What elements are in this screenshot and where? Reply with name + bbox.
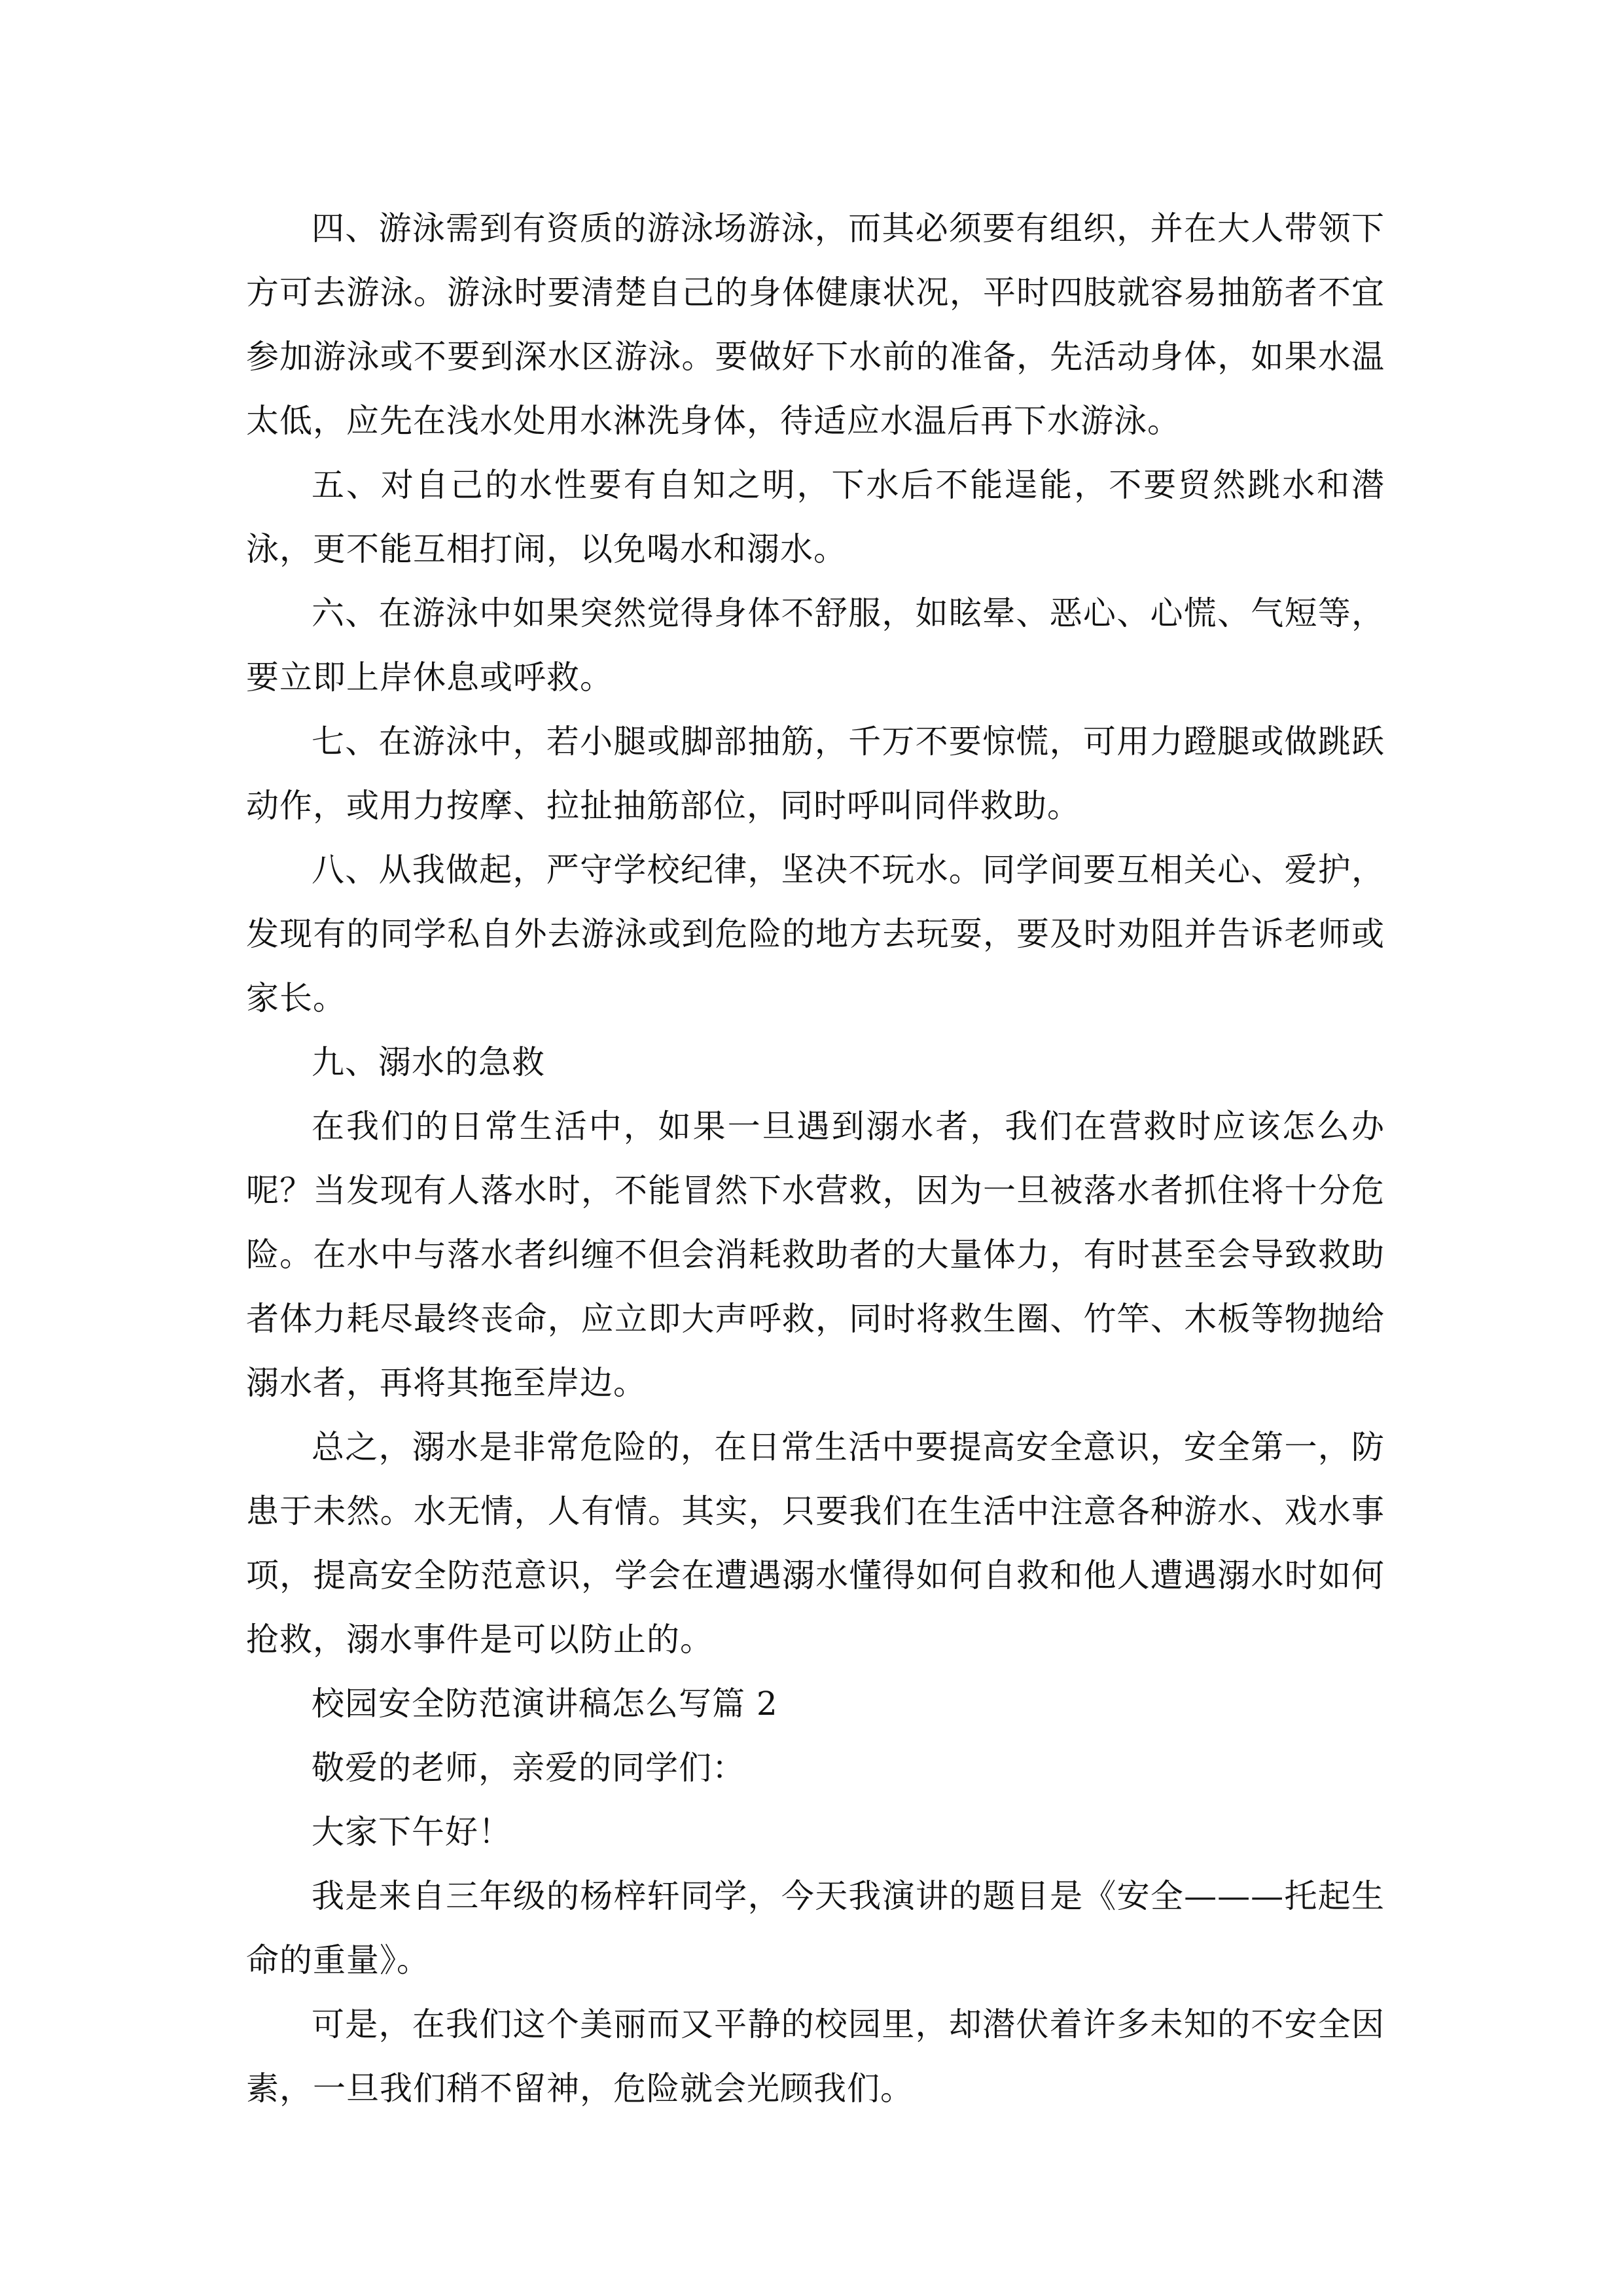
paragraph-rule-5: 五、对自己的水性要有自知之明，下水后不能逞能，不要贸然跳水和潜泳，更不能互相打闹，以免喝水和溺水。 <box>246 466 1385 568</box>
document-body <box>246 196 1385 2121</box>
paragraph-intro: 我是来自三年级的杨梓轩同学，今天我演讲的题目是《安全———托起生命的重量》。 <box>246 1877 1385 1979</box>
paragraph-rule-7: 七、在游泳中，若小腿或脚部抽筋，千万不要惊慌，可用力蹬腿或做跳跃动作，或用力按摩、拉扯抽筋部位，同时呼叫同伴救助。 <box>246 723 1385 825</box>
salutation: 敬爱的老师，亲爱的同学们： <box>312 1749 745 1787</box>
greeting: 大家下午好！ <box>312 1813 512 1851</box>
section-title: 校园安全防范演讲稿怎么写篇 2 <box>312 1685 778 1723</box>
paragraph-rule-8: 八、从我做起，严守学校纪律，坚决不玩水。同学间要互相关心、爱护，发现有的同学私自外去游泳或到危险的地方去玩耍，要及时劝阻并告诉老师或家长。 <box>246 851 1385 1017</box>
paragraph-rule-9-heading: 九、溺水的急救 <box>312 1043 545 1081</box>
paragraph-rule-4: 四、游泳需到有资质的游泳场游泳，而其必须要有组织，并在大人带领下方可去游泳。游泳时要清楚自己的身体健康状况，平时四肢就容易抽筋者不宜参加游泳或不要到深水区游泳。要做好下水前的准备，先活动身体，如果水温太低，应先在浅水处用水淋洗身体，待适应水温后再下水游泳。 <box>246 209 1385 440</box>
paragraph-rescue: 在我们的日常生活中，如果一旦遇到溺水者，我们在营救时应该怎么办呢？当发现有人落水时，不能冒然下水营救，因为一旦被落水者抓住将十分危险。在水中与落水者纠缠不但会消耗救助者的大量体力，有时甚至会导致救助者体力耗尽最终丧命，应立即大声呼救，同时将救生圈、竹竿、木板等物抛给溺水者，再将其拖至岸边。 <box>246 1107 1385 1402</box>
paragraph-rule-6: 六、在游泳中如果突然觉得身体不舒服，如眩晕、恶心、心慌、气短等，要立即上岸休息或呼救。 <box>246 594 1385 696</box>
paragraph-campus-risk: 可是，在我们这个美丽而又平静的校园里，却潜伏着许多未知的不安全因素，一旦我们稍不留神，危险就会光顾我们。 <box>246 2005 1385 2108</box>
paragraph-conclusion: 总之，溺水是非常危险的，在日常生活中要提高安全意识，安全第一，防患于未然。水无情，人有情。其实，只要我们在生活中注意各种游水、戏水事项，提高安全防范意识，学会在遭遇溺水懂得如何自救和他人遭遇溺水时如何抢救，溺水事件是可以防止的。 <box>246 1428 1385 1659</box>
